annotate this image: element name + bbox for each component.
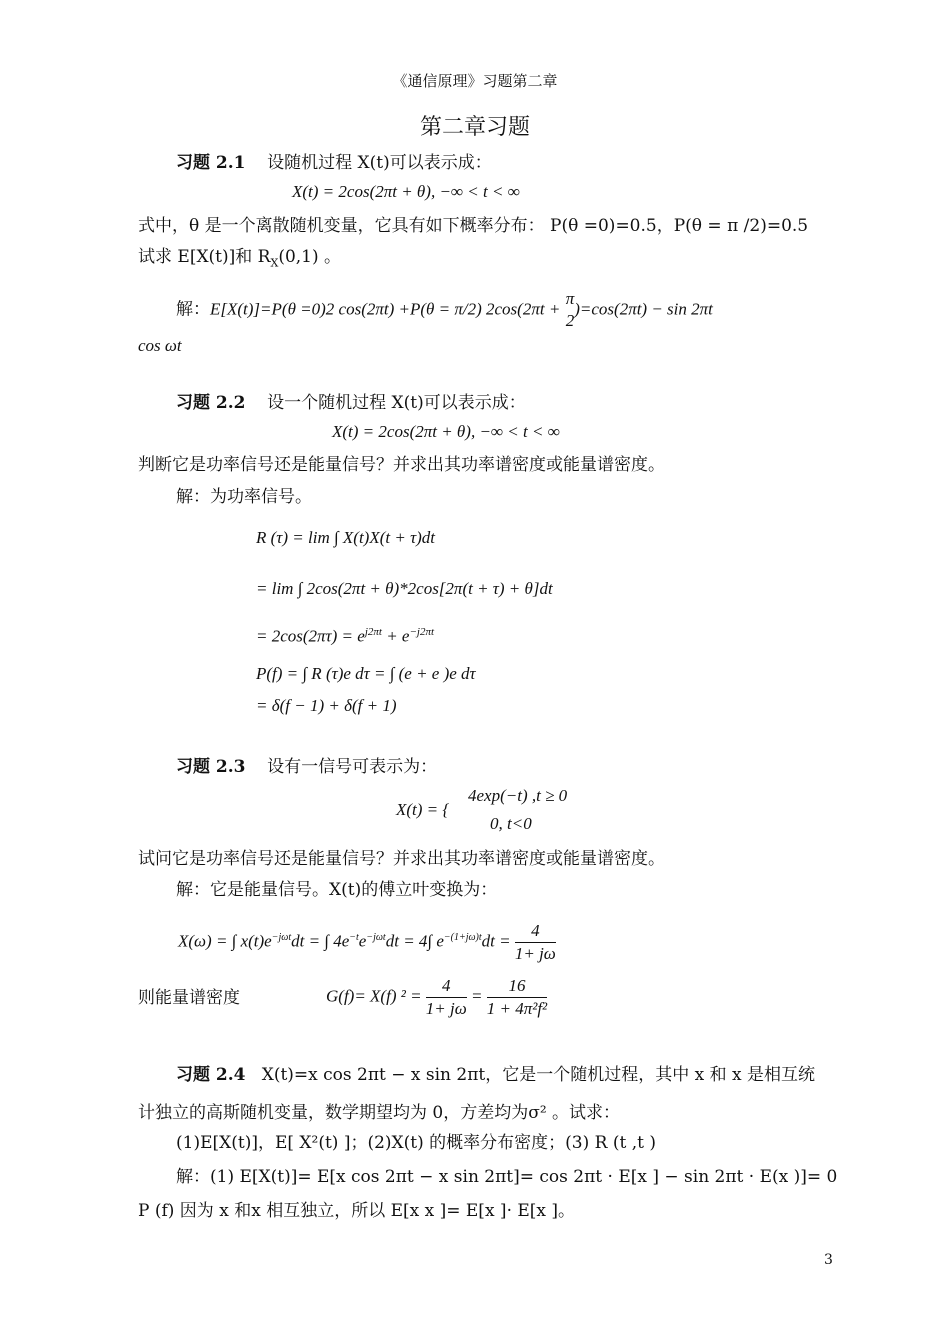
page-number: 3 [824, 1252, 833, 1268]
pi-over-2-fraction [566, 288, 575, 332]
problem-2-4-intro-2: 计独立的高斯随机变量，数学期望均为 0，方差均为σ² 。试求： [138, 1103, 621, 1123]
psd-eq: P(f) = ∫ R (τ)e dτ = ∫ (e + e )e dτ [256, 664, 476, 683]
esd-fraction-2 [487, 975, 547, 1020]
esd-lhs: G(f)= X(f) ² = [326, 986, 422, 1006]
denominator: 1+ jω [425, 999, 467, 1018]
problem-2-1-text-line1: 式中，θ 是一个离散随机变量，它具有如下概率分布： P(θ =0)=0.5，P(θ = π /2)=0.5 [138, 216, 809, 236]
autocorrelation-eq: R (τ) = lim ∫ X(t)X(t + τ)dt [256, 528, 436, 547]
problem-label: 习题 2.2 [176, 393, 246, 413]
problem-2-3-question: 试问它是功率信号还是能量信号？并求出其功率谱密度或能量谱密度。 [138, 849, 665, 869]
denominator: 1+ jω [514, 944, 556, 963]
problem-2-2-question: 判断它是功率信号还是能量信号？并求出其功率谱密度或能量谱密度。 [138, 455, 665, 475]
numerator: 4 [442, 976, 451, 995]
solution-tail: )=cos(2πt) − sin 2πt [574, 299, 713, 319]
psd-result: = δ(f − 1) + δ(f + 1) [256, 696, 397, 715]
numerator: 16 [508, 976, 526, 995]
esd-label: 则能量谱密度 [138, 988, 240, 1008]
problem-intro: 设随机过程 X(t)可以表示成： [267, 153, 492, 173]
autocorrelation-eq-3: = $2\cos(2\pi\tau) = e^{j2\pi t} + e^{-j2\pi t}$ [256, 626, 435, 646]
problem-2-3-solution: 解：它是能量信号。X(t)的傅立叶变换为： [176, 880, 498, 900]
esd-equation: G(f)= X(f) ² = $\frac{4}{1+ j\omega}$ = $\frac{16}{\text{1 + 4π²f²}}$ [326, 976, 548, 1018]
esd-fraction-1 [426, 975, 467, 1020]
case-1: 4exp(−t) ,t ≥ 0 [468, 786, 568, 805]
denominator: 2 [565, 311, 575, 330]
numerator: π [565, 289, 575, 308]
text: 试求 E[X(t)]和 R [138, 247, 271, 267]
problem-label: 习题 2.3 [176, 757, 246, 777]
eq3-text: = 2cos(2πτ) = e [256, 626, 365, 646]
problem-2-4-heading [176, 1062, 815, 1088]
solution-prefix: 解： [176, 299, 210, 320]
solution-equation: E[X(t)]=P(θ =0)2 cos(2πt) +P(θ = π/2) 2cos(2πt + [210, 299, 561, 319]
problem-2-1-equation: X(t) = 2cos(2πt + θ), −∞ < t < ∞ [292, 182, 520, 201]
problem-2-2-equation: X(t) = 2cos(2πt + θ), −∞ < t < ∞ [332, 422, 560, 441]
case-2: 0, t<0 [490, 814, 532, 833]
solution-line2: cos ωt [138, 336, 182, 355]
numerator: 4 [531, 921, 540, 940]
case-lhs: X(t) = { [396, 800, 450, 819]
autocorrelation-eq-2: = lim ∫ 2cos(2πt + θ)*2cos[2π(t + τ) + θ]dt [256, 579, 553, 598]
problem-2-3-heading [176, 754, 437, 780]
problem-label: 习题 2.4 [176, 1065, 246, 1085]
chapter-title: 第二章习题 [419, 115, 530, 140]
problem-2-4-ask: (1)E[X(t)]，E[ X²(t) ]；(2)X(t) 的概率分布密度；(3) R (t ,t ) [176, 1133, 656, 1153]
problem-2-1-solution [176, 288, 713, 332]
denominator: 1 + 4π²f² [486, 999, 548, 1018]
problem-2-1-heading [176, 150, 492, 176]
page-header: 《通信原理》习题第二章 [392, 72, 558, 90]
problem-2-2-heading [176, 390, 526, 416]
fourier-transform-eq: X(ω) = ∫ $x(t)e^{-j\omega t}dt$ = ∫ $4e^{-t}e^{-j\omega t}dt = 4\int$ $e^{-(1+j\omega)t}dt$ = $\frac{4}{1+ j\omega}$ [178, 921, 556, 963]
problem-2-2-solution: 解：为功率信号。 [176, 487, 312, 507]
problem-2-4-solution-2: P (f) 因为 x 和x 相互独立，所以 E[x x ]= E[x ]· E[x ]。 [138, 1201, 576, 1221]
subscript: X [270, 256, 279, 270]
text: (0,1) 。 [278, 247, 342, 267]
problem-label: 习题 2.1 [176, 153, 246, 173]
problem-2-1-text-line2 [138, 244, 341, 276]
problem-intro: 设有一信号可表示为： [267, 757, 438, 777]
problem-intro: 设一个随机过程 X(t)可以表示成： [267, 393, 526, 413]
problem-intro: X(t)=x cos 2πt − x sin 2πt，它是一个随机过程，其中 x 和 x 是相互统 [261, 1065, 816, 1085]
ft-fraction [515, 920, 556, 965]
problem-2-4-solution: 解：(1) E[X(t)]= E[x cos 2πt − x sin 2πt]= cos 2πt · E[x ] − sin 2πt · E(x )]= 0 [176, 1167, 838, 1187]
